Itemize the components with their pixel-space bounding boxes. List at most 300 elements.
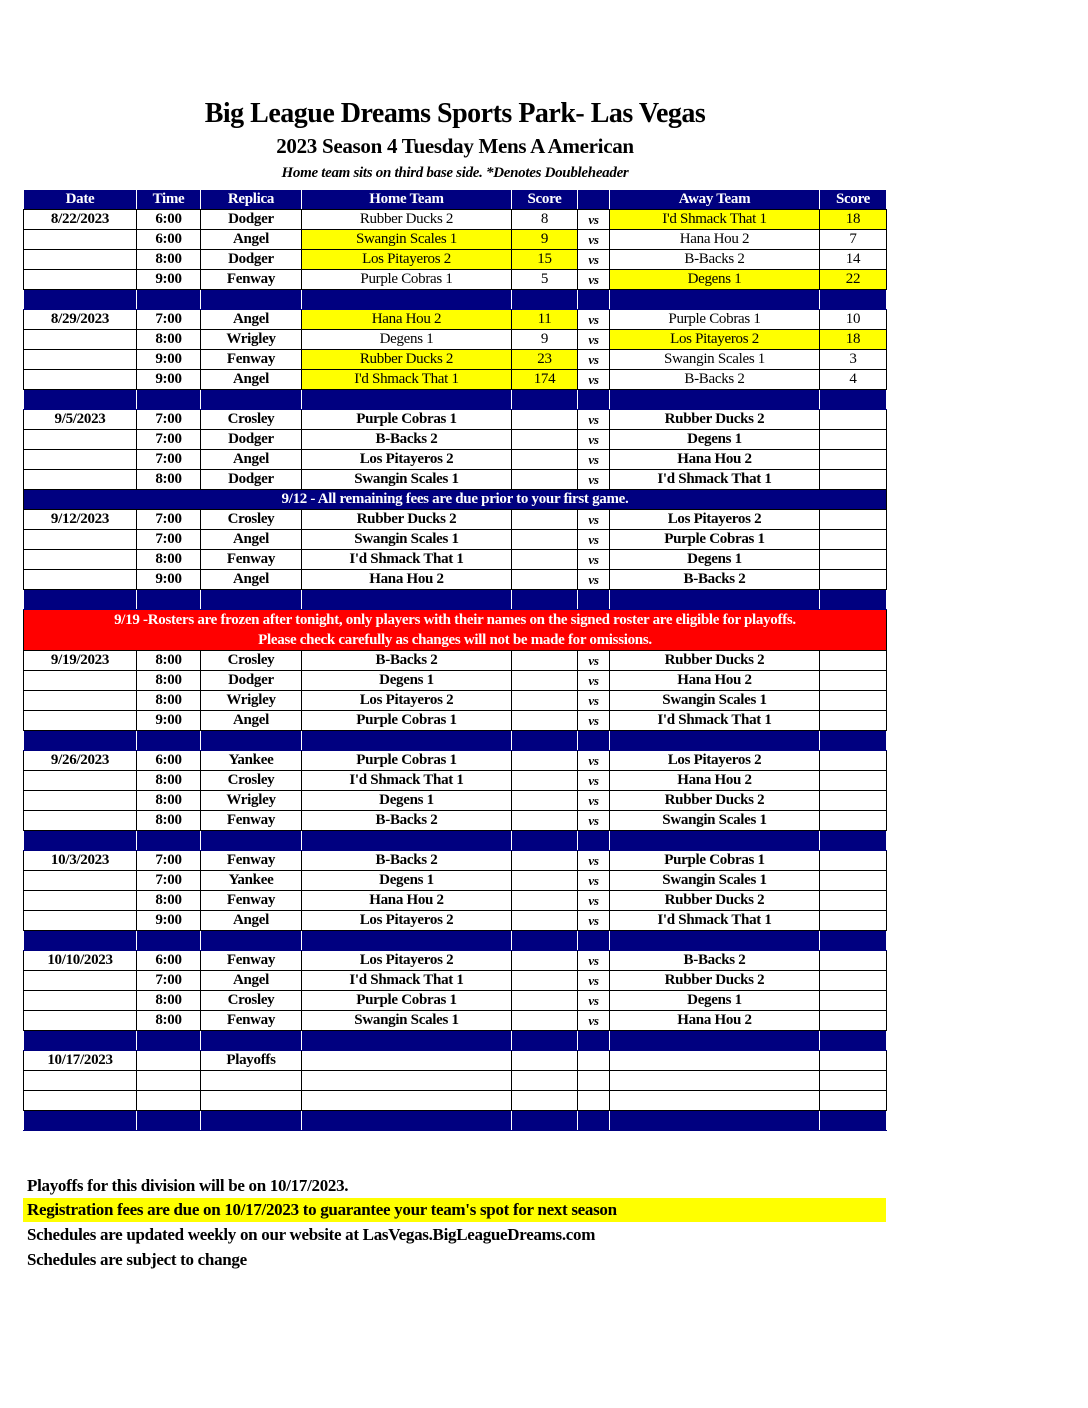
- away-score: 3: [820, 350, 887, 370]
- game-date: [24, 891, 137, 911]
- home-team: Los Pitayeros 2: [302, 911, 512, 931]
- away-team: Purple Cobras 1: [610, 530, 820, 550]
- header-home-team: Home Team: [302, 190, 512, 210]
- home-team: Hana Hou 2: [302, 891, 512, 911]
- away-team: B-Backs 2: [610, 951, 820, 971]
- game-field: Angel: [201, 971, 302, 991]
- away-team: B-Backs 2: [610, 370, 820, 390]
- home-score: [512, 510, 578, 530]
- game-date: [24, 811, 137, 831]
- game-date: 8/29/2023: [24, 310, 137, 330]
- away-team: Rubber Ducks 2: [610, 410, 820, 430]
- roster-alert-row: [24, 610, 887, 651]
- divider-cell: [512, 290, 578, 310]
- home-score: [512, 771, 578, 791]
- game-date: [24, 771, 137, 791]
- divider-cell: [137, 1031, 201, 1051]
- game-date: 9/12/2023: [24, 510, 137, 530]
- home-team: I'd Shmack That 1: [302, 550, 512, 570]
- game-field: Yankee: [201, 751, 302, 771]
- divider-cell: [578, 290, 610, 310]
- game-time: 8:00: [137, 691, 201, 711]
- game-field: Angel: [201, 911, 302, 931]
- game-row: [24, 350, 887, 370]
- vs-label: vs: [578, 530, 610, 550]
- vs-label: vs: [578, 911, 610, 931]
- game-date: [24, 1071, 137, 1091]
- schedule-note: Home team sits on third base side. *Denotes Doubleheader: [281, 165, 629, 181]
- away-team: [610, 1051, 820, 1071]
- home-score: [512, 550, 578, 570]
- home-team: Purple Cobras 1: [302, 410, 512, 430]
- game-date: 9/5/2023: [24, 410, 137, 430]
- game-time: 8:00: [137, 550, 201, 570]
- game-row: [24, 751, 887, 771]
- away-score: [820, 1071, 887, 1091]
- home-team: Rubber Ducks 2: [302, 350, 512, 370]
- header-away-team: Away Team: [610, 190, 820, 210]
- away-score: [820, 811, 887, 831]
- home-team: [302, 1051, 512, 1071]
- home-team: Purple Cobras 1: [302, 270, 512, 290]
- game-field: [201, 1071, 302, 1091]
- divider-cell: [610, 390, 820, 410]
- game-date: 9/19/2023: [24, 651, 137, 671]
- divider-cell: [24, 290, 137, 310]
- home-team: B-Backs 2: [302, 651, 512, 671]
- home-team: Los Pitayeros 2: [302, 691, 512, 711]
- away-team: Rubber Ducks 2: [610, 651, 820, 671]
- vs-label: vs: [578, 891, 610, 911]
- home-score: [512, 711, 578, 731]
- divider-cell: [302, 590, 512, 610]
- game-row: [24, 1051, 887, 1071]
- away-score: 14: [820, 250, 887, 270]
- home-score: [512, 691, 578, 711]
- away-score: [820, 410, 887, 430]
- game-time: 9:00: [137, 350, 201, 370]
- home-score: [512, 651, 578, 671]
- game-time: 9:00: [137, 570, 201, 590]
- away-team: Rubber Ducks 2: [610, 791, 820, 811]
- away-team: Swangin Scales 1: [610, 811, 820, 831]
- game-time: 8:00: [137, 791, 201, 811]
- divider-cell: [24, 1031, 137, 1051]
- game-date: [24, 370, 137, 390]
- game-time: 8:00: [137, 811, 201, 831]
- away-team: Hana Hou 2: [610, 671, 820, 691]
- game-date: 9/26/2023: [24, 751, 137, 771]
- divider-row: [24, 590, 887, 610]
- game-field: Angel: [201, 570, 302, 590]
- vs-label: vs: [578, 370, 610, 390]
- away-score: [820, 1091, 887, 1111]
- game-row: [24, 210, 887, 230]
- game-row: [24, 250, 887, 270]
- divider-cell: [24, 390, 137, 410]
- divider-cell: [512, 831, 578, 851]
- game-date: [24, 971, 137, 991]
- game-field: Crosley: [201, 771, 302, 791]
- game-date: 10/17/2023: [24, 1051, 137, 1071]
- divider-cell: [610, 831, 820, 851]
- game-time: 7:00: [137, 450, 201, 470]
- game-row: [24, 991, 887, 1011]
- divider-row: [24, 390, 887, 410]
- away-score: [820, 510, 887, 530]
- fee-notice: 9/12 - All remaining fees are due prior to your first game.: [24, 490, 887, 510]
- away-team: Hana Hou 2: [610, 771, 820, 791]
- vs-label: [578, 1051, 610, 1071]
- game-row: [24, 791, 887, 811]
- game-row: [24, 1091, 887, 1111]
- game-time: 8:00: [137, 671, 201, 691]
- away-score: [820, 530, 887, 550]
- game-field: Fenway: [201, 891, 302, 911]
- divider-cell: [610, 1031, 820, 1051]
- header-time: Time: [137, 190, 201, 210]
- game-time: 8:00: [137, 470, 201, 490]
- game-row: [24, 330, 887, 350]
- home-team: Los Pitayeros 2: [302, 951, 512, 971]
- divider-cell: [578, 931, 610, 951]
- divider-cell: [201, 831, 302, 851]
- game-date: [24, 430, 137, 450]
- vs-label: vs: [578, 350, 610, 370]
- home-score: [512, 530, 578, 550]
- game-field: Dodger: [201, 430, 302, 450]
- divider-cell: [137, 1111, 201, 1131]
- away-score: 7: [820, 230, 887, 250]
- game-date: 10/3/2023: [24, 851, 137, 871]
- vs-label: vs: [578, 310, 610, 330]
- game-time: 8:00: [137, 1011, 201, 1031]
- game-time: 8:00: [137, 991, 201, 1011]
- home-score: [512, 1011, 578, 1031]
- home-score: [512, 851, 578, 871]
- divider-cell: [302, 731, 512, 751]
- divider-cell: [610, 1111, 820, 1131]
- roster-alert-line1: 9/19 -Rosters are frozen after tonight, only players with their names on the signed roster are eligible for playoffs.: [114, 612, 796, 628]
- vs-label: vs: [578, 410, 610, 430]
- game-date: [24, 330, 137, 350]
- home-score: 174: [512, 370, 578, 390]
- game-date: 10/10/2023: [24, 951, 137, 971]
- vs-label: [578, 1091, 610, 1111]
- divider-cell: [24, 731, 137, 751]
- divider-cell: [578, 731, 610, 751]
- game-time: 9:00: [137, 711, 201, 731]
- home-team: B-Backs 2: [302, 430, 512, 450]
- divider-cell: [512, 931, 578, 951]
- divider-cell: [512, 1031, 578, 1051]
- game-time: 7:00: [137, 851, 201, 871]
- game-row: [24, 230, 887, 250]
- game-time: [137, 1071, 201, 1091]
- away-score: [820, 771, 887, 791]
- home-score: 9: [512, 330, 578, 350]
- divider-cell: [201, 590, 302, 610]
- game-time: 8:00: [137, 651, 201, 671]
- divider-cell: [820, 290, 887, 310]
- home-team: Degens 1: [302, 671, 512, 691]
- home-score: [512, 991, 578, 1011]
- divider-cell: [578, 831, 610, 851]
- away-team: Degens 1: [610, 550, 820, 570]
- away-team: Hana Hou 2: [610, 1011, 820, 1031]
- home-score: [512, 1071, 578, 1091]
- home-score: [512, 951, 578, 971]
- divider-cell: [512, 590, 578, 610]
- away-score: 18: [820, 330, 887, 350]
- divider-cell: [820, 590, 887, 610]
- vs-label: vs: [578, 711, 610, 731]
- divider-cell: [201, 931, 302, 951]
- vs-label: vs: [578, 971, 610, 991]
- home-team: Swangin Scales 1: [302, 470, 512, 490]
- away-team: Rubber Ducks 2: [610, 891, 820, 911]
- header-date: Date: [24, 190, 137, 210]
- game-field: Wrigley: [201, 330, 302, 350]
- home-team: Rubber Ducks 2: [302, 210, 512, 230]
- header-away-score: Score: [820, 190, 887, 210]
- divider-row: [24, 931, 887, 951]
- divider-cell: [578, 1031, 610, 1051]
- divider-cell: [610, 931, 820, 951]
- game-date: [24, 691, 137, 711]
- vs-label: vs: [578, 771, 610, 791]
- vs-label: vs: [578, 210, 610, 230]
- home-team: Hana Hou 2: [302, 570, 512, 590]
- home-team: B-Backs 2: [302, 851, 512, 871]
- registration-notice: Registration fees are due on 10/17/2023 to guarantee your team's spot for next season: [23, 1198, 886, 1222]
- away-team: Hana Hou 2: [610, 230, 820, 250]
- game-date: [24, 1011, 137, 1031]
- away-team: Los Pitayeros 2: [610, 330, 820, 350]
- game-field: Fenway: [201, 951, 302, 971]
- home-score: 15: [512, 250, 578, 270]
- game-field: Yankee: [201, 871, 302, 891]
- game-time: 8:00: [137, 330, 201, 350]
- home-team: Los Pitayeros 2: [302, 450, 512, 470]
- game-row: [24, 530, 887, 550]
- game-row: [24, 550, 887, 570]
- vs-label: vs: [578, 510, 610, 530]
- home-team: I'd Shmack That 1: [302, 771, 512, 791]
- divider-cell: [302, 1031, 512, 1051]
- game-row: [24, 711, 887, 731]
- divider-cell: [201, 390, 302, 410]
- away-team: I'd Shmack That 1: [610, 911, 820, 931]
- game-field: Crosley: [201, 651, 302, 671]
- divider-row: [24, 290, 887, 310]
- vs-label: vs: [578, 450, 610, 470]
- divider-cell: [24, 831, 137, 851]
- away-score: [820, 671, 887, 691]
- away-score: [820, 550, 887, 570]
- game-row: [24, 911, 887, 931]
- game-field: Wrigley: [201, 791, 302, 811]
- away-score: [820, 971, 887, 991]
- game-time: 9:00: [137, 911, 201, 931]
- game-time: 7:00: [137, 510, 201, 530]
- away-team: I'd Shmack That 1: [610, 470, 820, 490]
- divider-cell: [201, 1111, 302, 1131]
- game-row: [24, 1071, 887, 1091]
- away-team: [610, 1071, 820, 1091]
- home-score: [512, 671, 578, 691]
- header-replica: Replica: [201, 190, 302, 210]
- game-row: [24, 971, 887, 991]
- game-date: [24, 470, 137, 490]
- vs-label: vs: [578, 570, 610, 590]
- away-team: Hana Hou 2: [610, 450, 820, 470]
- game-time: 8:00: [137, 891, 201, 911]
- schedule-table: [23, 189, 887, 1131]
- game-row: [24, 671, 887, 691]
- game-row: [24, 851, 887, 871]
- home-team: Rubber Ducks 2: [302, 510, 512, 530]
- away-team: Degens 1: [610, 270, 820, 290]
- divider-cell: [578, 590, 610, 610]
- game-field: Fenway: [201, 350, 302, 370]
- home-team: I'd Shmack That 1: [302, 370, 512, 390]
- home-score: [512, 1091, 578, 1111]
- game-date: [24, 250, 137, 270]
- divider-cell: [578, 390, 610, 410]
- home-score: [512, 791, 578, 811]
- away-score: [820, 711, 887, 731]
- game-time: 9:00: [137, 270, 201, 290]
- home-score: [512, 811, 578, 831]
- home-team: Swangin Scales 1: [302, 530, 512, 550]
- divider-row: [24, 831, 887, 851]
- game-time: 6:00: [137, 951, 201, 971]
- game-field: Dodger: [201, 250, 302, 270]
- game-row: [24, 470, 887, 490]
- game-time: 6:00: [137, 210, 201, 230]
- away-team: Swangin Scales 1: [610, 691, 820, 711]
- game-row: [24, 410, 887, 430]
- vs-label: vs: [578, 651, 610, 671]
- away-score: [820, 1051, 887, 1071]
- game-row: [24, 450, 887, 470]
- vs-label: vs: [578, 230, 610, 250]
- game-time: 6:00: [137, 230, 201, 250]
- divider-cell: [820, 831, 887, 851]
- divider-cell: [820, 1031, 887, 1051]
- away-score: [820, 470, 887, 490]
- game-row: [24, 691, 887, 711]
- divider-cell: [137, 931, 201, 951]
- vs-label: vs: [578, 851, 610, 871]
- game-time: [137, 1051, 201, 1071]
- away-team: Purple Cobras 1: [610, 310, 820, 330]
- game-time: 7:00: [137, 430, 201, 450]
- divider-cell: [302, 1111, 512, 1131]
- game-field: Angel: [201, 530, 302, 550]
- game-time: 8:00: [137, 250, 201, 270]
- home-score: 11: [512, 310, 578, 330]
- divider-cell: [137, 290, 201, 310]
- game-row: [24, 570, 887, 590]
- divider-cell: [820, 931, 887, 951]
- vs-label: vs: [578, 270, 610, 290]
- away-score: [820, 570, 887, 590]
- vs-label: vs: [578, 671, 610, 691]
- home-team: [302, 1091, 512, 1111]
- divider-cell: [820, 1111, 887, 1131]
- home-score: [512, 871, 578, 891]
- league-subtitle: 2023 Season 4 Tuesday Mens A American: [276, 134, 634, 158]
- away-team: I'd Shmack That 1: [610, 711, 820, 731]
- away-score: [820, 450, 887, 470]
- game-date: [24, 570, 137, 590]
- game-date: [24, 450, 137, 470]
- divider-cell: [24, 1111, 137, 1131]
- divider-cell: [137, 590, 201, 610]
- divider-cell: [512, 390, 578, 410]
- home-score: [512, 1051, 578, 1071]
- divider-cell: [610, 590, 820, 610]
- home-score: [512, 410, 578, 430]
- away-score: [820, 751, 887, 771]
- game-date: [24, 350, 137, 370]
- game-field: Angel: [201, 230, 302, 250]
- divider-cell: [137, 390, 201, 410]
- home-team: I'd Shmack That 1: [302, 971, 512, 991]
- game-row: [24, 430, 887, 450]
- home-team: Los Pitayeros 2: [302, 250, 512, 270]
- vs-label: vs: [578, 250, 610, 270]
- game-row: [24, 891, 887, 911]
- home-score: [512, 911, 578, 931]
- game-field: Angel: [201, 310, 302, 330]
- away-team: I'd Shmack That 1: [610, 210, 820, 230]
- home-team: B-Backs 2: [302, 811, 512, 831]
- away-team: Swangin Scales 1: [610, 350, 820, 370]
- home-score: [512, 570, 578, 590]
- divider-cell: [201, 731, 302, 751]
- game-date: [24, 530, 137, 550]
- away-team: B-Backs 2: [610, 250, 820, 270]
- home-score: [512, 470, 578, 490]
- game-field: Fenway: [201, 811, 302, 831]
- fee-notice-row: [24, 490, 887, 510]
- away-score: [820, 911, 887, 931]
- game-field: Fenway: [201, 1011, 302, 1031]
- website-notice: Schedules are updated weekly on our website at LasVegas.BigLeagueDreams.com: [27, 1225, 596, 1244]
- game-time: 7:00: [137, 410, 201, 430]
- away-team: Purple Cobras 1: [610, 851, 820, 871]
- away-team: [610, 1091, 820, 1111]
- divider-row: [24, 1111, 887, 1131]
- home-score: [512, 450, 578, 470]
- game-row: [24, 771, 887, 791]
- vs-label: vs: [578, 691, 610, 711]
- roster-alert: [24, 610, 887, 651]
- game-field: Angel: [201, 711, 302, 731]
- game-field: Dodger: [201, 210, 302, 230]
- game-time: 8:00: [137, 771, 201, 791]
- home-score: [512, 751, 578, 771]
- game-date: [24, 711, 137, 731]
- game-time: 7:00: [137, 871, 201, 891]
- home-team: Swangin Scales 1: [302, 230, 512, 250]
- game-row: [24, 1011, 887, 1031]
- divider-cell: [137, 731, 201, 751]
- game-field: Fenway: [201, 270, 302, 290]
